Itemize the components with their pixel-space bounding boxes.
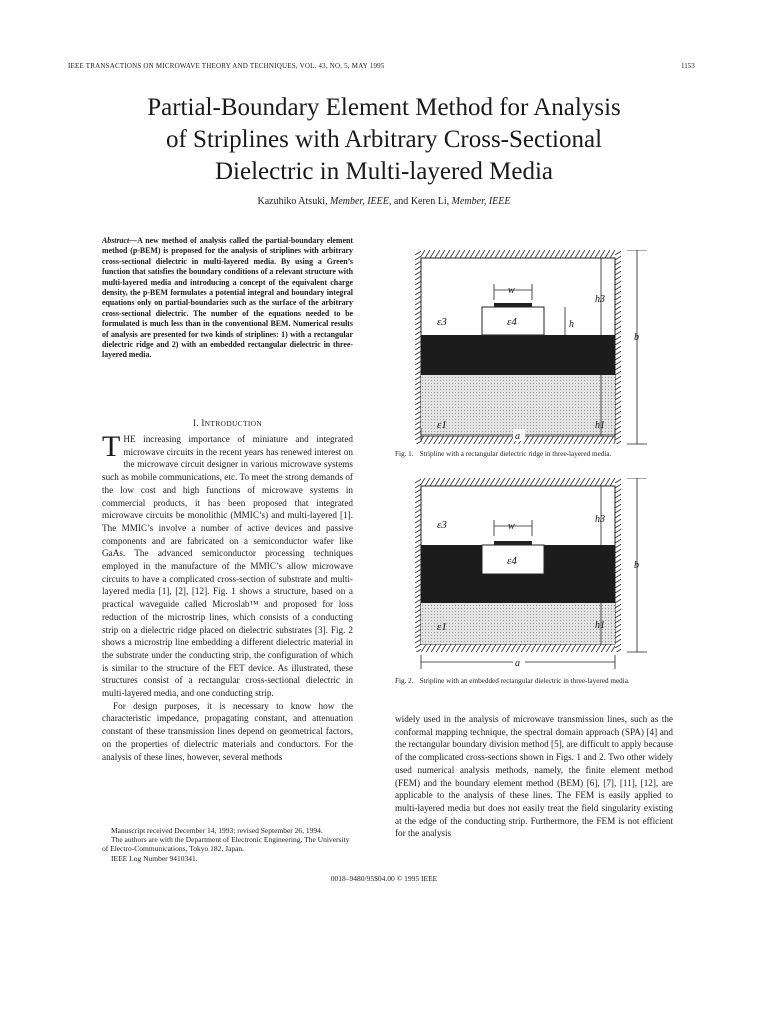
running-head: IEEE TRANSACTIONS ON MICROWAVE THEORY AND TECHNIQUES, VOL. 43, NO. 5, MAY 1995 xyxy=(68,62,385,70)
figure-2-caption-text: Stripline with an embedded rectangular dielectric in three-layered media. xyxy=(419,677,630,685)
label-w: w xyxy=(508,285,515,296)
top-wall-hatch xyxy=(421,250,615,258)
footnote-log-number: IEEE Log Number 9410341. xyxy=(111,853,198,863)
figure-1-label: Fig. 1. xyxy=(395,450,414,458)
label-a: a xyxy=(515,431,520,442)
right-column-body xyxy=(395,713,673,840)
section-initial: I xyxy=(201,418,205,428)
figure-2-caption xyxy=(395,677,675,686)
label-epsilon-3: ε3 xyxy=(437,519,447,531)
figure-1-diagram xyxy=(415,250,655,445)
right-column-paragraph: widely used in the analysis of microwave transmission lines, such as the conformal mapping technique, the spectral domain approach (SPA) [4] and the rectangular boundary division method [5], are difficult to apply because of the complicated cross-sections shown in Figs. 1 and 2. Two other widely used numerical analysis methods, namely, the finite element method (FEM) and the boundary element method (BEM) [6], [7], [11], [12], are applicable to the analysis of these lines. The FEM is easily applied to multi-layered media but does not easily treat the field singularity existing at the edge of the conducting strip. Furthermore, the FEM is not efficient for the analysis xyxy=(395,714,673,839)
label-w: w xyxy=(508,521,515,532)
author-2-role: Member, IEEE xyxy=(451,196,511,207)
footnote xyxy=(102,826,353,863)
label-b: b xyxy=(634,560,639,571)
top-wall-hatch xyxy=(421,478,615,486)
author-2-name: Keren Li xyxy=(410,196,447,207)
bottom-wall-hatch xyxy=(421,644,615,652)
label-h1: h1 xyxy=(595,620,605,631)
label-h1: h1 xyxy=(595,420,605,431)
figure-2-label: Fig. 2. xyxy=(395,677,414,685)
author-1-name: Kazuhiko Atsuki xyxy=(257,196,325,207)
drop-cap: T xyxy=(102,430,121,463)
label-epsilon-1: ε1 xyxy=(437,621,447,633)
abstract xyxy=(102,236,353,361)
introduction-body xyxy=(102,430,353,763)
title-line-2: of Striplines with Arbitrary Cross-Sectional xyxy=(165,126,603,153)
paper-title xyxy=(60,92,708,188)
conducting-strip xyxy=(494,303,532,307)
intro-paragraph-1 xyxy=(102,430,353,700)
section-numeral: I. xyxy=(192,418,199,428)
title-line-1: Partial-Boundary Element Method for Analysis xyxy=(147,94,621,121)
label-b: b xyxy=(634,332,639,343)
right-wall-hatch xyxy=(615,478,621,652)
label-h3: h3 xyxy=(595,294,605,305)
footnote-affiliation: The authors are with the Department of Electronic Engineering, The University of Electro-Communications, Tokyo 182, Japan. xyxy=(102,835,350,854)
page-number: 1153 xyxy=(681,62,695,70)
figure-1-caption xyxy=(395,450,675,459)
label-a: a xyxy=(515,658,520,669)
label-epsilon-4: ε4 xyxy=(507,555,517,567)
label-epsilon-4: ε4 xyxy=(507,316,517,328)
figure-1-a-dimension xyxy=(415,426,621,444)
right-wall-hatch xyxy=(615,250,621,444)
figure-1-caption-text: Stripline with a rectangular dielectric ridge in three-layered media. xyxy=(419,450,612,458)
label-h: h xyxy=(569,319,574,330)
copyright-line: 0018–9480/95$04.00 © 1995 IEEE xyxy=(330,874,438,883)
left-wall-hatch xyxy=(415,478,421,652)
label-epsilon-3: ε3 xyxy=(437,316,447,328)
section-rest: NTRODUCTION xyxy=(204,419,263,428)
intro-paragraph-2: For design purposes, it is necessary to know how the characteristic impedance, propagating constant, and attenuation constant of these transmission lines depend on geometrical factors, on the properties of dielectric materials and conductors. For the analysis of these lines, however, several methods xyxy=(102,700,353,762)
title-line-3: Dielectric in Multi-layered Media xyxy=(214,158,554,185)
intro-paragraph-1-text: HE increasing importance of miniature and integrated microwave circuits in the recent years has renewed interest on the microwave circuit designer in various microwave systems such as mobile communications, etc. To meet the strong demands of the low cost and high functions of microwave systems in commercial products, it has been proposed that integrated microwave circuits be monolithic (MMIC’s) and multi-layered [1]. The MMIC’s involve a number of active devices and passive components and are fabricated on a semiconductor wafer like GaAs. The advanced semiconductor processing techniques employed in the manufacture of the MMIC’s allow microwave circuits to have a complicated cross-section of substrate and multi-layered media [1], [2], [12]. Fig. 1 shows a structure, based on a practical waveguide called Microslab™ and proposed for loss reduction of the microstrip lines, which consists of a conducting strip on a dielectric ridge placed on dielectric substrates [3]. Fig. 2 shows a microstrip line embedding a different dielectric material in the substrate under the conducting strip, the configuration of which is similar to the structure of the FET device. As illustrated, these structures consist of a rectangular cross-sectional dielectric in multi-layered media, and one conducting strip. xyxy=(102,434,353,699)
author-line: Kazuhiko Atsuki, Member, IEEE, and Keren Li, Member, IEEE xyxy=(257,196,511,207)
figure-2-diagram xyxy=(415,478,655,653)
middle-dark-layer xyxy=(421,335,615,375)
footnote-received: Manuscript received December 14, 1993; revised September 26, 1994. xyxy=(111,826,323,835)
abstract-text: A new method of analysis called the partial-boundary element method (p-BEM) is proposed for the analysis of striplines with arbitrary cross-sectional dielectric in multi-layered media. By using a Green’s function that satisfies the boundary conditions of a relevant structure with multi-layered media and introducing a concept of the equivalent charge density, the p-BEM formulates a potential integral and boundary integral equations only on partial-boundaries such as the surface of the arbitrary cross-sectional dielectric. The number of the equations needed to be formulated is much less than in the conventional BEM. Numerical results of analysis are presented for two kinds of striplines: 1) with a rectangular dielectric ridge and 2) with an embedded rectangular dielectric in three-layered media. xyxy=(102,236,353,360)
label-h3: h3 xyxy=(595,514,605,525)
left-wall-hatch xyxy=(415,250,421,444)
conducting-strip xyxy=(494,541,532,545)
author-1-role: Member, IEEE, xyxy=(329,196,392,207)
label-epsilon-1: ε1 xyxy=(437,419,447,431)
section-heading xyxy=(102,418,353,428)
author-conjunction: and xyxy=(393,196,409,207)
abstract-lead: Abstract— xyxy=(102,236,138,245)
substrate-e1-layer xyxy=(421,603,615,644)
figure-2-a-dimension xyxy=(415,653,621,671)
